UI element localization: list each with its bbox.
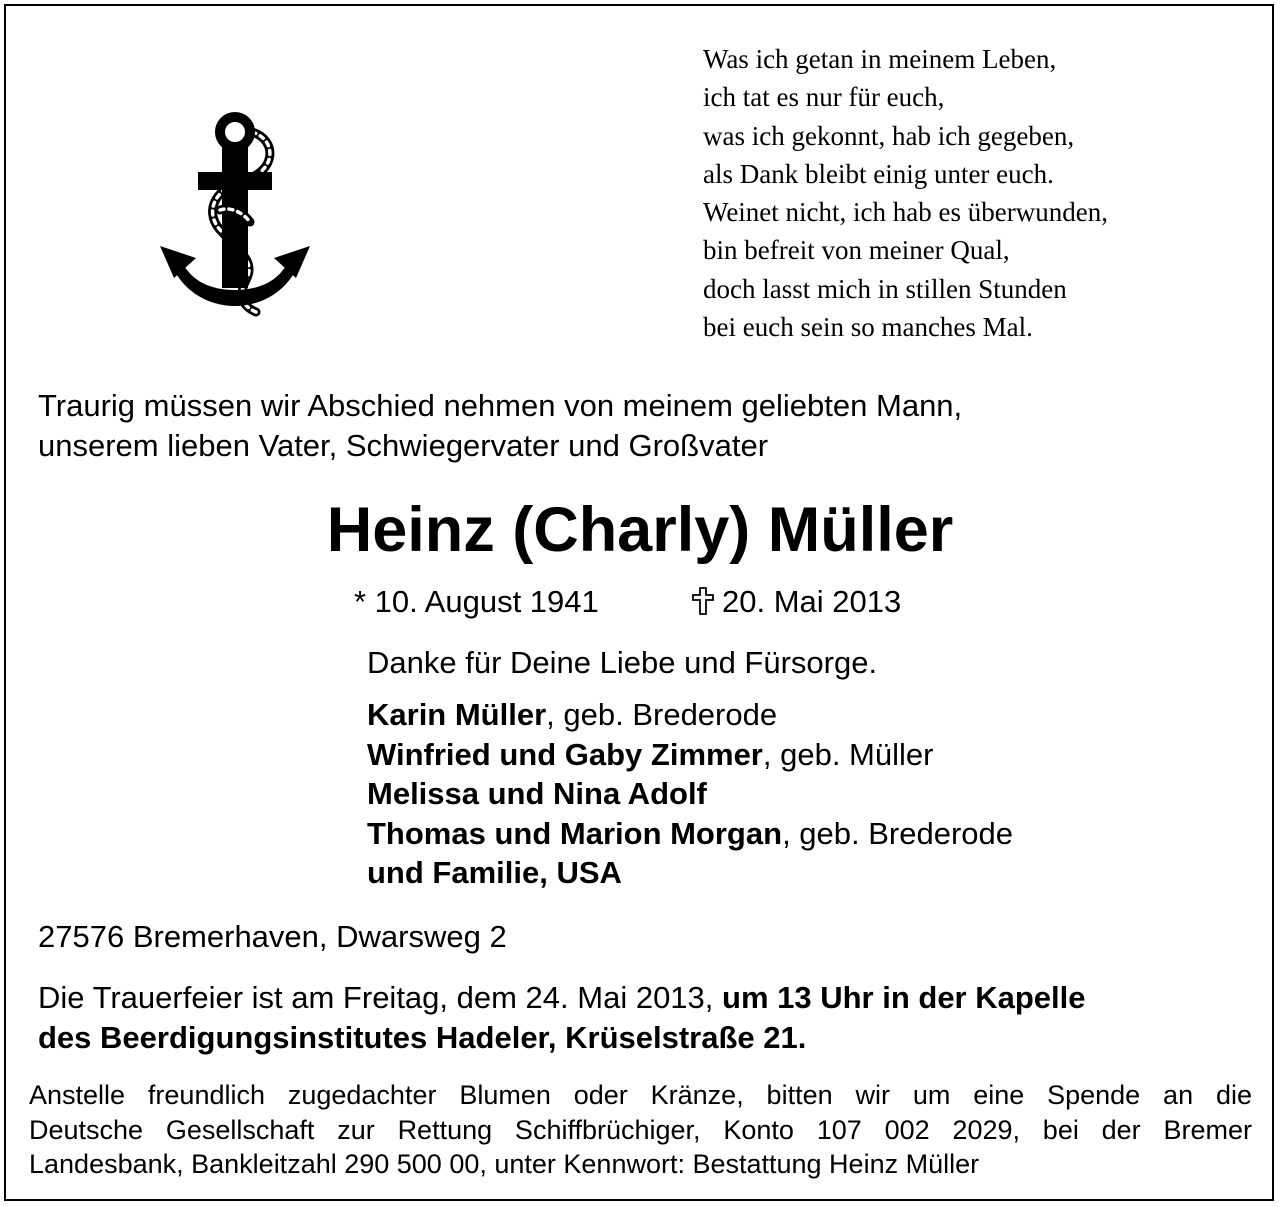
poem-line: ich tat es nur für euch, [703, 82, 945, 113]
donation-notice [29, 1078, 1252, 1182]
poem-line: Was ich getan in meinem Leben, [703, 44, 1057, 74]
family-member-suffix: , geb. Müller [762, 736, 934, 772]
poem [703, 40, 1108, 346]
family-member-name: Karin Müller [367, 697, 547, 732]
family-member [367, 735, 1013, 775]
cross-icon [692, 587, 714, 615]
death-date-group [692, 582, 901, 622]
family-member-suffix: , geb. Brederode [546, 697, 778, 732]
poem-line: bin befreit von meiner Qual, [703, 235, 1010, 266]
poem-line: als Dank bleibt einig unter euch. [703, 158, 1054, 189]
family-member-name: Thomas und Marion Morgan [367, 815, 783, 851]
family-member-name: Winfried und Gaby Zimmer [367, 736, 763, 772]
death-date: 20. Mai 2013 [722, 584, 902, 619]
intro-line: Traurig müssen wir Abschied nehmen von meinem geliebten Mann, [38, 388, 963, 423]
family-member [367, 814, 1013, 854]
donation-line: Landesbank, Bankleitzahl 290 500 00, unter Kennwort: Bestattung Heinz Müller [29, 1149, 980, 1179]
birth-date: * 10. August 1941 [354, 584, 599, 619]
ceremony-line [38, 978, 1086, 1018]
deceased-name: Heinz (Charly) Müller [326, 495, 954, 565]
intro-text [38, 386, 962, 466]
poem-line: bei euch sein so manches Mal. [703, 312, 1033, 343]
donation-line: Deutsche Gesellschaft zur Rettung Schiffbrüchiger, Konto 107 002 2029, bei der Bremer [29, 1114, 1252, 1145]
ceremony-info [38, 978, 1086, 1058]
family-member [367, 853, 1013, 893]
anchor-icon [160, 110, 310, 322]
family-member-name: Melissa und Nina Adolf [367, 776, 707, 811]
ceremony-location: des Beerdigungsinstitutes Hadeler, Krüselstraße 21. [38, 1020, 807, 1055]
poem-line: Weinet nicht, ich hab es überwunden, [703, 197, 1108, 228]
family-member [367, 695, 1013, 735]
family-list [367, 695, 1013, 893]
family-member-name: und Familie, USA [367, 855, 622, 890]
thanks-text: Danke für Deine Liebe und Fürsorge. [367, 645, 878, 680]
address: 27576 Bremerhaven, Dwarsweg 2 [38, 919, 507, 954]
ceremony-date: Die Trauerfeier ist am Freitag, dem 24. Mai 2013, [38, 980, 723, 1015]
intro-line: unserem lieben Vater, Schwiegervater und Großvater [38, 428, 769, 463]
donation-line: Anstelle freundlich zugedachter Blumen oder Kränze, bitten wir um eine Spende an die [29, 1080, 1252, 1110]
family-member [367, 774, 1013, 814]
family-member-suffix: , geb. Brederode [782, 815, 1014, 851]
ceremony-time-place: um 13 Uhr in der Kapelle [722, 980, 1086, 1015]
poem-line: doch lasst mich in stillen Stunden [703, 273, 1067, 304]
poem-line: was ich gekonnt, hab ich gegeben, [703, 120, 1075, 151]
